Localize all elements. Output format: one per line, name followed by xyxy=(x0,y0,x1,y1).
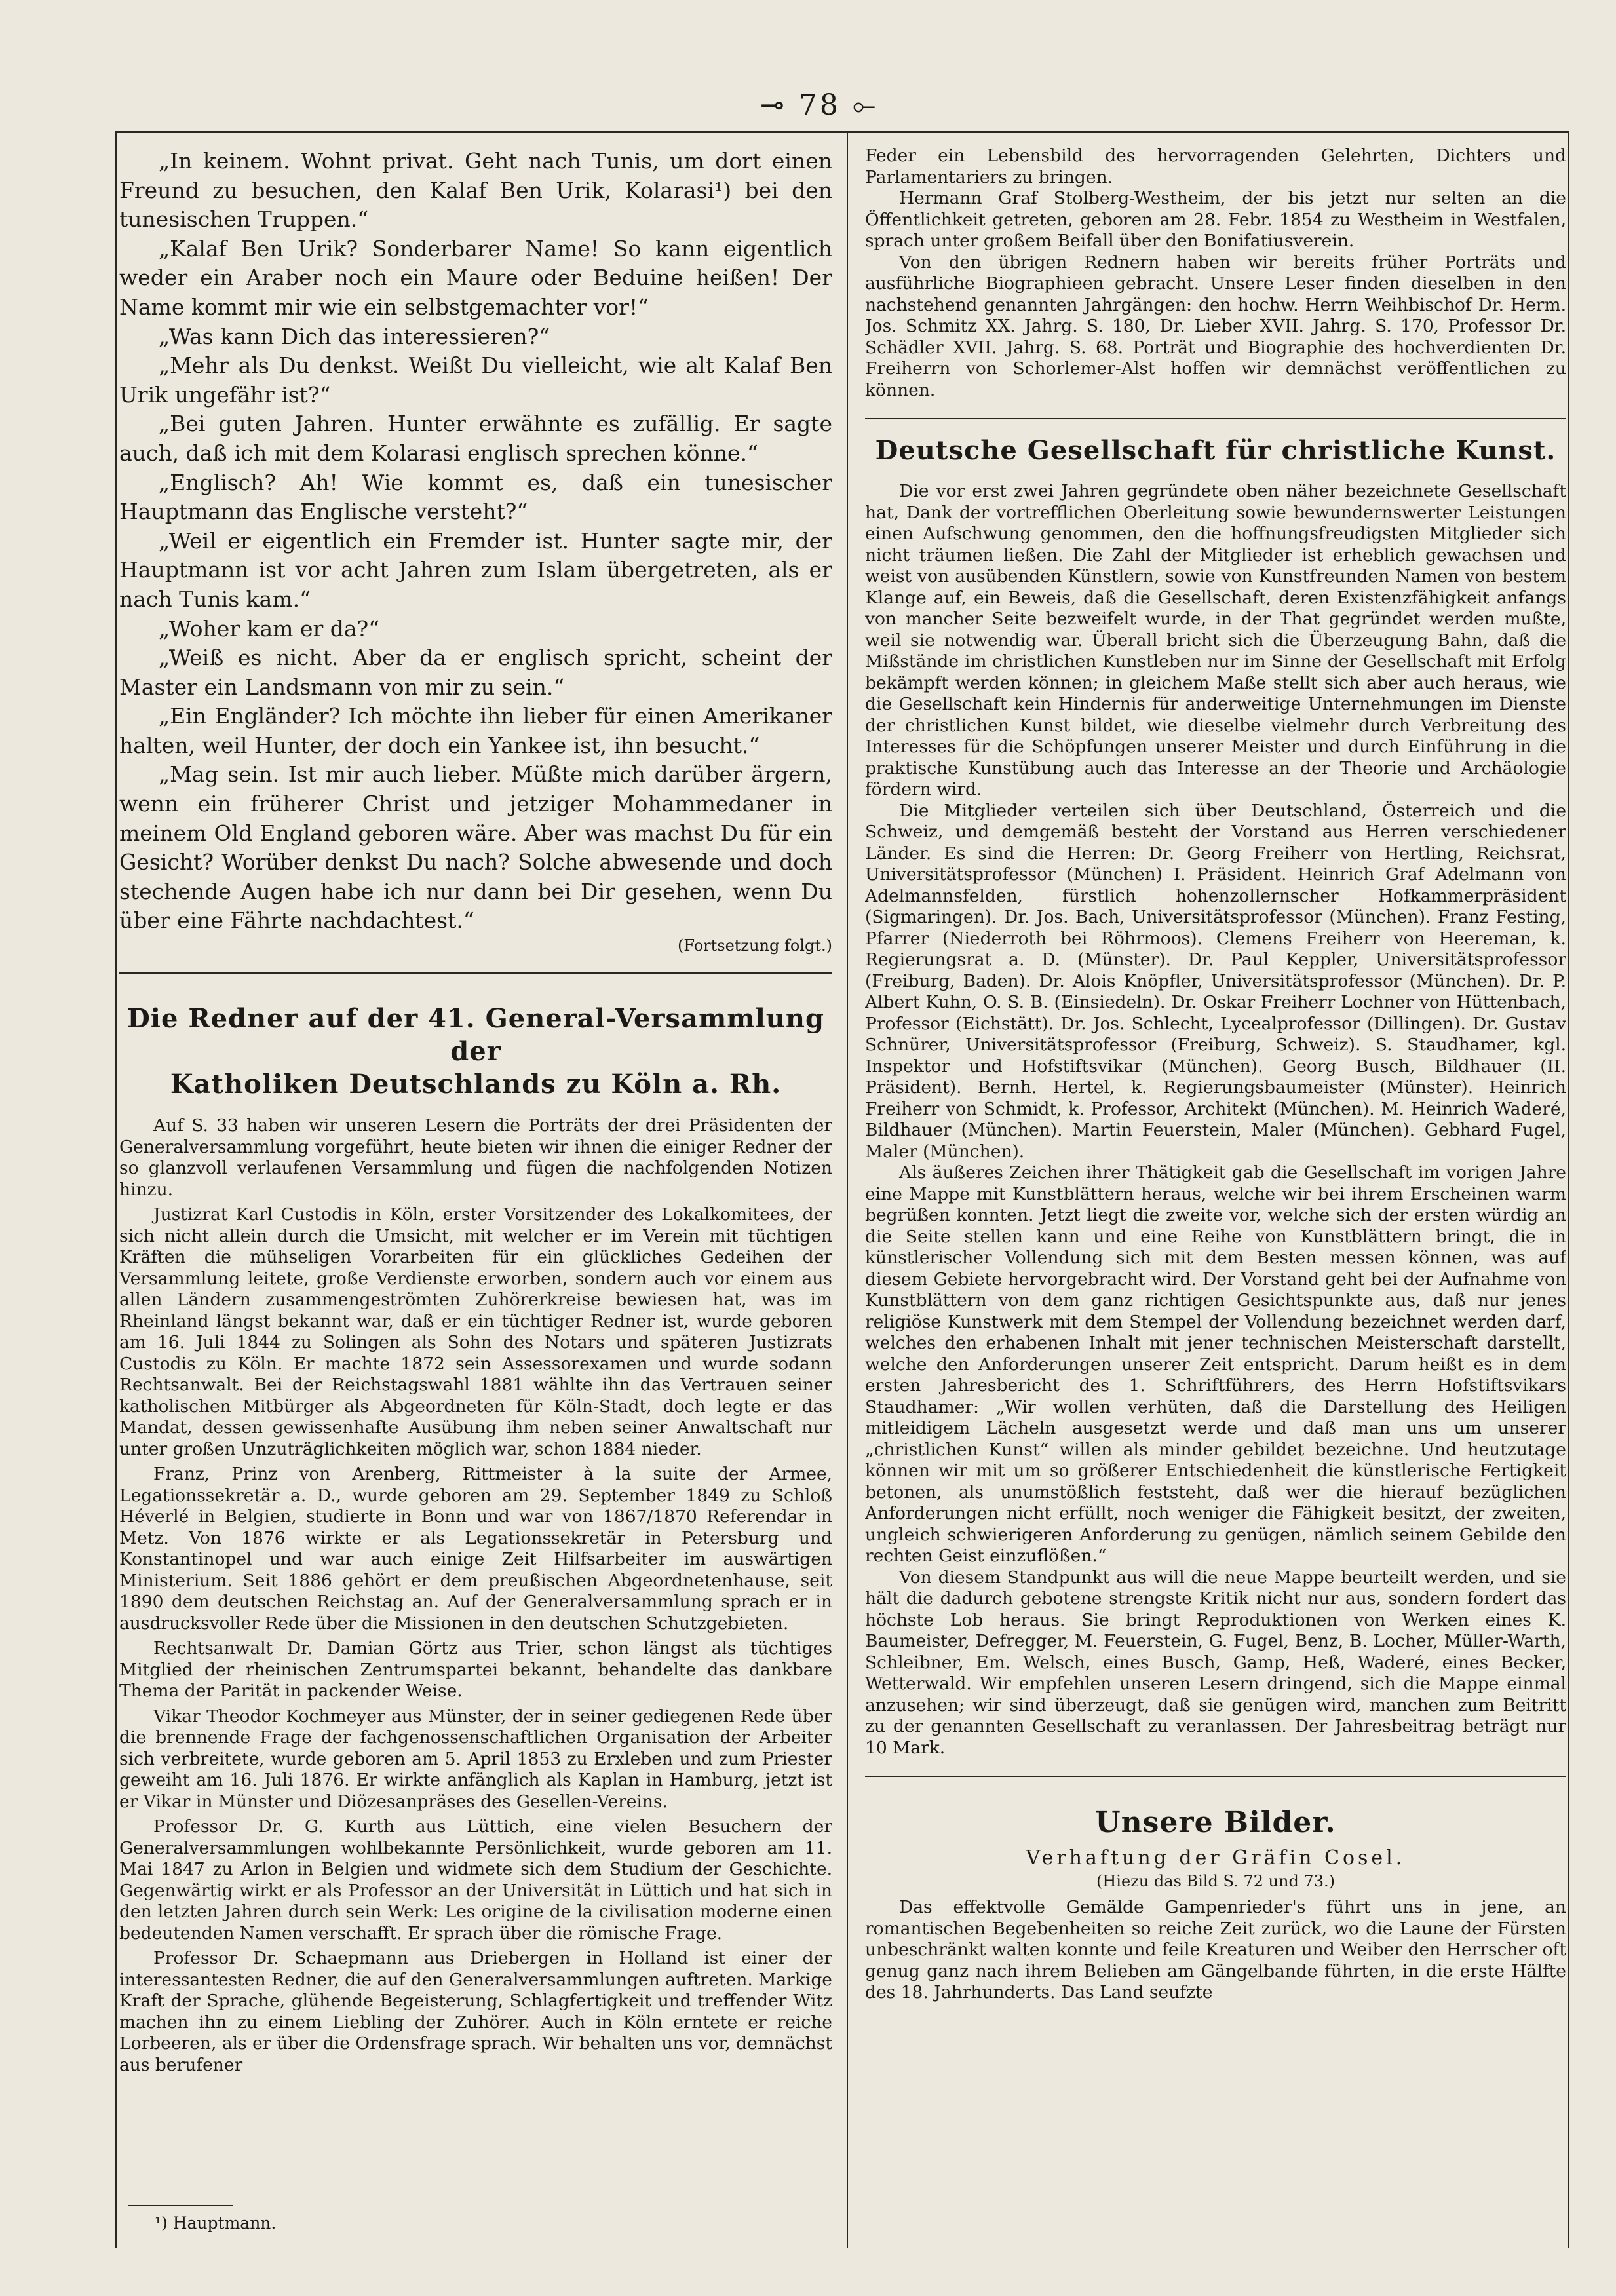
ornament-left-icon: ⊸ xyxy=(760,88,787,122)
story-paragraph: „Kalaf Ben Urik? Sonderbarer Name! So kann eigentlich weder ein Araber noch ein Maure oder Beduine heißen! Der Name kommt mir wie ein selbstgemachter vor!“ xyxy=(119,235,832,320)
story-paragraph: „Bei guten Jahren. Hunter erwähnte es zufällig. Er sagte auch, daß ich mit dem Kolarasi englisch sprechen könne.“ xyxy=(119,411,832,466)
society-paragraph: Als äußeres Zeichen ihrer Thätigkeit gab die Gesellschaft im vorigen Jahre eine Mappe mit Kunstblättern heraus, welche wir bei ihrem Erscheinen warm begrüßen konnten. Jetzt liegt die zweite vor, welche sich der ersten würdig an die Seite stellen kann und eine Reihe von Kunstblättern bringt, die in künstlerischer Vollendung sich mit dem Besten messen können, was auf diesem Gebiete hervorgebracht wird. Der Vorstand geht bei der Aufnahme von Kunstblättern von dem ganz richtigen Gesichtspunkte aus, daß nur jenes religiöse Kunstwerk mit dem Stempel der Vollendung bezeichnet werden darf, welches den erhabenen Inhalt mit jener technischen Meisterschaft darstellt, welche den Anforderungen unserer Zeit entspricht. Darum heißt es in dem ersten Jahresbericht des 1. Schriftführers, des Herrn Hofstiftsvikars Staudhamer: „Wir wollen verhüten, daß die Darstellung des Heiligen mitleidigem Lächeln ausgesetzt werde und daß man uns um unserer „christlichen Kunst“ willen als minder gebildet bezeichne. Und heutzutage können wir mit um so größerer Entschiedenheit die künstlerische Fertigkeit betonen, als unumstößlich feststeht, daß wer die hierauf bezüglichen Anforderungen nicht erfüllt, noch weniger die Fähigkeit besitzt, der zweiten, ungleich schwierigeren Anforderung zu genügen, nämlich seinem Gebilde den rechten Geist einzuflößen.“ xyxy=(865,1162,1566,1566)
pictures-body xyxy=(865,1897,1566,2004)
column-divider xyxy=(847,131,848,2248)
article-body xyxy=(119,1115,832,2076)
frame-right-rule xyxy=(1568,131,1569,2248)
section-divider xyxy=(865,1776,1566,1777)
article-continuation xyxy=(865,145,1566,401)
page-number xyxy=(721,88,917,122)
story-paragraph: „Mag sein. Ist mir auch lieber. Müßte mich darüber ärgern, wenn ein früherer Christ und jetziger Mohammedaner in meinem Old England geboren wäre. Aber was machst Du für ein Gesicht? Worüber denkst Du nach? Solche abwesende und doch stechende Augen habe ich nur dann bei Dir gesehen, wenn Du über eine Fährte nachdachtest.“ xyxy=(119,761,832,934)
footnote-rule xyxy=(128,2205,233,2206)
story-paragraph: „Ein Engländer? Ich möchte ihn lieber für einen Amerikaner halten, weil Hunter, der doch ein Yankee ist, ihn besucht.“ xyxy=(119,703,832,758)
article-paragraph: Vikar Theodor Kochmeyer aus Münster, der in seiner gediegenen Rede über die brennende Frage der fachgenossenschaftlichen Organisation der Arbeiter sich verbreitete, wurde geboren am 5. April 1853 zu Erxleben und zum Priester geweiht am 16. Juli 1876. Er wirkte anfänglich als Kaplan in Hamburg, jetzt ist er Vikar in Münster und Diözesanpräses des Gesellen-Vereins. xyxy=(119,1706,832,1812)
story-paragraph: „Weiß es nicht. Aber da er englisch spricht, scheint der Master ein Landsmann von mir zu sein.“ xyxy=(119,645,832,700)
frame-left-rule xyxy=(115,131,117,2248)
right-column xyxy=(865,145,1566,2236)
society-paragraph: Die vor erst zwei Jahren gegründete oben näher bezeichnete Gesellschaft hat, Dank der vortrefflichen Oberleitung sowie bewundernswerter Leistungen einen Aufschwung genommen, den die hoffnungsfreudigsten Mitglieder sich nicht träumen ließen. Die Zahl der Mitglieder ist erheblich gewachsen und weist von ausübenden Künstlern, sowie von Kunstfreunden Namen von bestem Klange auf, ein Beweis, daß die Gesellschaft, deren Existenzfähigkeit anfangs von mancher Seite bezweifelt wurde, in der That gegründet werden mußte, weil sie notwendig war. Überall bricht sich die Überzeugung Bahn, daß die Mißstände im christlichen Kunstleben nur im Sinne der Gesellschaft mit Erfolg bekämpft werden können; in gleichem Maße stellt sich aber auch heraus, wie die Gesellschaft kein Hindernis für anderweitige Unternehmungen im Dienste der christlichen Kunst bildet, wie dieselbe vielmehr durch Verbreitung des Interesses für die Schöpfungen unserer Meister und durch Einführung in die praktische Kunstübung auch das Interesse an der Theorie und Archäologie fördern wird. xyxy=(865,481,1566,799)
article-paragraph: Feder ein Lebensbild des hervorragenden Gelehrten, Dichters und Parlamentariers zu bringen. xyxy=(865,145,1566,187)
article-paragraph: Von den übrigen Rednern haben wir bereits früher Porträts und ausführliche Biographieen gebracht. Unsere Leser finden dieselben in den nachstehend genannten Jahrgängen: den hochw. Herrn Weihbischof Dr. Herm. Jos. Schmitz XX. Jahrg. S. 180, Dr. Lieber XVII. Jahrg. S. 170, Professor Dr. Schädler XVII. Jahrg. S. 68. Porträt und Biographie des hochverdienten Dr. Freiherrn von Schorlemer-Alst hoffen wir demnächst veröffentlichen zu können. xyxy=(865,252,1566,400)
page-number-value: 78 xyxy=(798,88,841,122)
article-heading-line1: Die Redner auf der 41. General-Versammlung der xyxy=(127,1003,824,1067)
pictures-subheading: Verhaftung der Gräfin Cosel. xyxy=(1026,1846,1406,1869)
footnote: ¹) Hauptmann. xyxy=(155,2213,277,2232)
section-divider xyxy=(119,972,832,974)
article-paragraph: Professor Dr. G. Kurth aus Lüttich, eine vielen Besuchern der Generalversammlungen wohlbekannte Persönlichkeit, wurde geboren am 11. Mai 1847 zu Arlon in Belgien und widmete sich dem Studium der Geschichte. Gegenwärtig wirkt er als Professor an der Universität in Lüttich und hat sich in den letzten Jahren durch sein Werk: Les origine de la civilisation moderne einen bedeutenden Namen verschafft. Er sprach über die römische Frage. xyxy=(119,1816,832,1943)
article-paragraph: Hermann Graf Stolberg-Westheim, der bis jetzt nur selten an die Öffentlichkeit getreten, geboren am 28. Febr. 1854 zu Westheim in Westfalen, sprach unter großem Beifall über den Bonifatiusverein. xyxy=(865,188,1566,251)
story-paragraph: „Mehr als Du denkst. Weißt Du vielleicht, wie alt Kalaf Ben Urik ungefähr ist?“ xyxy=(119,353,832,408)
article-heading xyxy=(119,1003,832,1101)
society-heading: Deutsche Gesellschaft für christliche Kunst. xyxy=(875,435,1556,466)
story-paragraph: „Woher kam er da?“ xyxy=(159,615,380,641)
section-divider xyxy=(865,418,1566,419)
article-paragraph: Professor Dr. Schaepmann aus Driebergen in Holland ist einer der interessantesten Redner, die auf den Generalversammlungen auftreten. Markige Kraft der Sprache, glühende Begeisterung, Schlagfertigkeit und treffender Witz machen ihn zu einem Liebling der Zuhörer. Auch in Köln erntete er reiche Lorbeeren, als er über die Ordensfrage sprach. Wir behalten uns vor, demnächst aus berufener xyxy=(119,1948,832,2075)
article-paragraph: Rechtsanwalt Dr. Damian Görtz aus Trier, schon längst als tüchtiges Mitglied der rheinischen Zentrumspartei bekannt, behandelte das dankbare Thema der Parität in packender Weise. xyxy=(119,1638,832,1702)
article-paragraph: Franz, Prinz von Arenberg, Rittmeister à la suite der Armee, Legationssekretär a. D., wurde geboren am 29. September 1849 zu Schloß Héverlé in Belgien, studierte in Bonn und war von 1867/1870 Referendar in Metz. Von 1876 wirkte er als Legationssekretär in Petersburg und Konstantinopel und war auch einige Zeit Hilfsarbeiter im auswärtigen Ministerium. Seit 1886 gehört er dem preußischen Abgeordnetenhause, seit 1890 dem deutschen Reichstag an. Auf der Generalversammlung sprach er in ausdrucksvoller Rede über die Missionen in den deutschen Schutzgebieten. xyxy=(119,1464,832,1634)
society-paragraph: Die Mitglieder verteilen sich über Deutschland, Österreich und die Schweiz, und demgemäß besteht der Vorstand aus Herren verschiedener Länder. Es sind die Herren: Dr. Georg Freiherr von Hertling, Reichsrat, Universitätsprofessor (München) I. Präsident. Heinrich Graf Adelmann von Adelmannsfelden, fürstlich hohenzollernscher Hofkammerpräsident (Sigmaringen). Dr. Jos. Bach, Universitätsprofessor (München). Franz Festing, Pfarrer (Niederroth bei Röhrmoos). Clemens Freiherr von Heereman, k. Regierungsrat a. D. (Münster). Dr. Paul Keppler, Universitätsprofessor (Freiburg, Baden). Dr. Alois Knöpfler, Universitätsprofessor (München). Dr. P. Albert Kuhn, O. S. B. (Einsiedeln). Dr. Oskar Freiherr Lochner von Hüttenbach, Professor (Eichstätt). Dr. Jos. Schlecht, Lycealprofessor (Dillingen). Dr. Gustav Schnürer, Universitätsprofessor (Freiburg, Schweiz). S. Staudhamer, kgl. Inspektor und Hofstiftsvikar (München). Georg Busch, Bildhauer (II. Präsident). Bernh. Hertel, k. Regierungsbaumeister (Münster). Heinrich Freiherr von Schmidt, k. Professor, Architekt (München). M. Heinrich Waderé, Bildhauer (München). Martin Feuerstein, Maler (München). Gebhard Fugel, Maler (München). xyxy=(865,800,1566,1162)
story-continuation xyxy=(119,147,832,955)
society-body xyxy=(865,481,1566,1759)
article-paragraph: Auf S. 33 haben wir unseren Lesern die Porträts der drei Präsidenten der Generalversammlung vorgeführt, heute bieten wir ihnen die einiger Redner der so glanzvoll verlaufenen Versammlung und fügen die nachfolgenden Notizen hinzu. xyxy=(119,1115,832,1200)
continued-note: (Fortsetzung folgt.) xyxy=(678,936,832,955)
left-column xyxy=(119,147,832,2198)
story-paragraph: „Englisch? Ah! Wie kommt es, daß ein tunesischer Hauptmann das Englische versteht?“ xyxy=(119,469,832,525)
story-paragraph: „Was kann Dich das interessieren?“ xyxy=(159,323,550,349)
pictures-subnote: (Hiezu das Bild S. 72 und 73.) xyxy=(1096,1872,1335,1890)
frame-top-rule xyxy=(115,131,1568,133)
society-paragraph: Von diesem Standpunkt aus will die neue Mappe beurteilt werden, und sie hält die dadurch gebotene strengste Kritik nicht nur aus, sondern fordert das höchste Lob heraus. Sie bringt Reproduktionen von Werken eines K. Baumeister, Defregger, M. Feuerstein, G. Fugel, Benz, B. Locher, Müller-Warth, Schleibner, Em. Welsch, eines Busch, Gamp, Heß, Waderé, eines Becker, Wetterwald. Wir empfehlen unseren Lesern dringend, sich die Mappe einmal anzusehen; wir sind überzeugt, daß sie genügen wird, manchen zum Beitritt zu der genannten Gesellschaft zu veranlassen. Der Jahresbeitrag beträgt nur 10 Mark. xyxy=(865,1567,1566,1758)
pictures-heading: Unsere Bilder. xyxy=(1095,1806,1336,1839)
pictures-paragraph: Das effektvolle Gemälde Gampenrieder's führt uns in jene, an romantischen Begebenheiten so reiche Zeit zurück, wo die Laune der Fürsten unbeschränkt walten konnte und feile Kreaturen und Weiber den Herrscher oft genug ganz nach ihrem Belieben am Gängelbande führten, in die erste Hälfte des 18. Jahrhunderts. Das Land seufzte xyxy=(865,1897,1566,2002)
ornament-right-icon: ⟜ xyxy=(852,88,879,122)
story-paragraph: „In keinem. Wohnt privat. Geht nach Tunis, um dort einen Freund zu besuchen, den Kalaf Ben Urik, Kolarasi¹) bei den tunesischen Truppen.“ xyxy=(119,148,832,233)
article-paragraph: Justizrat Karl Custodis in Köln, erster Vorsitzender des Lokalkomitees, der sich nicht allein durch die Umsicht, mit welcher er im Verein mit tüchtigen Kräften die mühseligen Vorarbeiten für ein glückliches Gedeihen der Versammlung leitete, große Verdienste erworben, sondern auch vor einem aus allen Ländern zusammengeströmten Zuhörerkreise bewiesen hat, was im Rheinland längst bekannt war, daß er ein tüchtiger Redner ist, wurde geboren am 16. Juli 1844 zu Solingen als Sohn des Notars und späteren Justizrats Custodis zu Köln. Er machte 1872 sein Assessorexamen und wurde sodann Rechtsanwalt. Bei der Reichstagswahl 1881 wählte ihn das Vertrauen seiner katholischen Mitbürger als Abgeordneten für Köln-Stadt, doch legte er das Mandat, dessen gewissenhafte Ausübung ihm neben seiner Anwaltschaft nur unter großen Unzuträglichkeiten möglich war, schon 1884 nieder. xyxy=(119,1204,832,1459)
article-heading-line2: Katholiken Deutschlands zu Köln a. Rh. xyxy=(170,1069,782,1100)
story-paragraph: „Weil er eigentlich ein Fremder ist. Hunter sagte mir, der Hauptmann ist vor acht Jahren zum Islam übergetreten, als er nach Tunis kam.“ xyxy=(119,527,832,612)
